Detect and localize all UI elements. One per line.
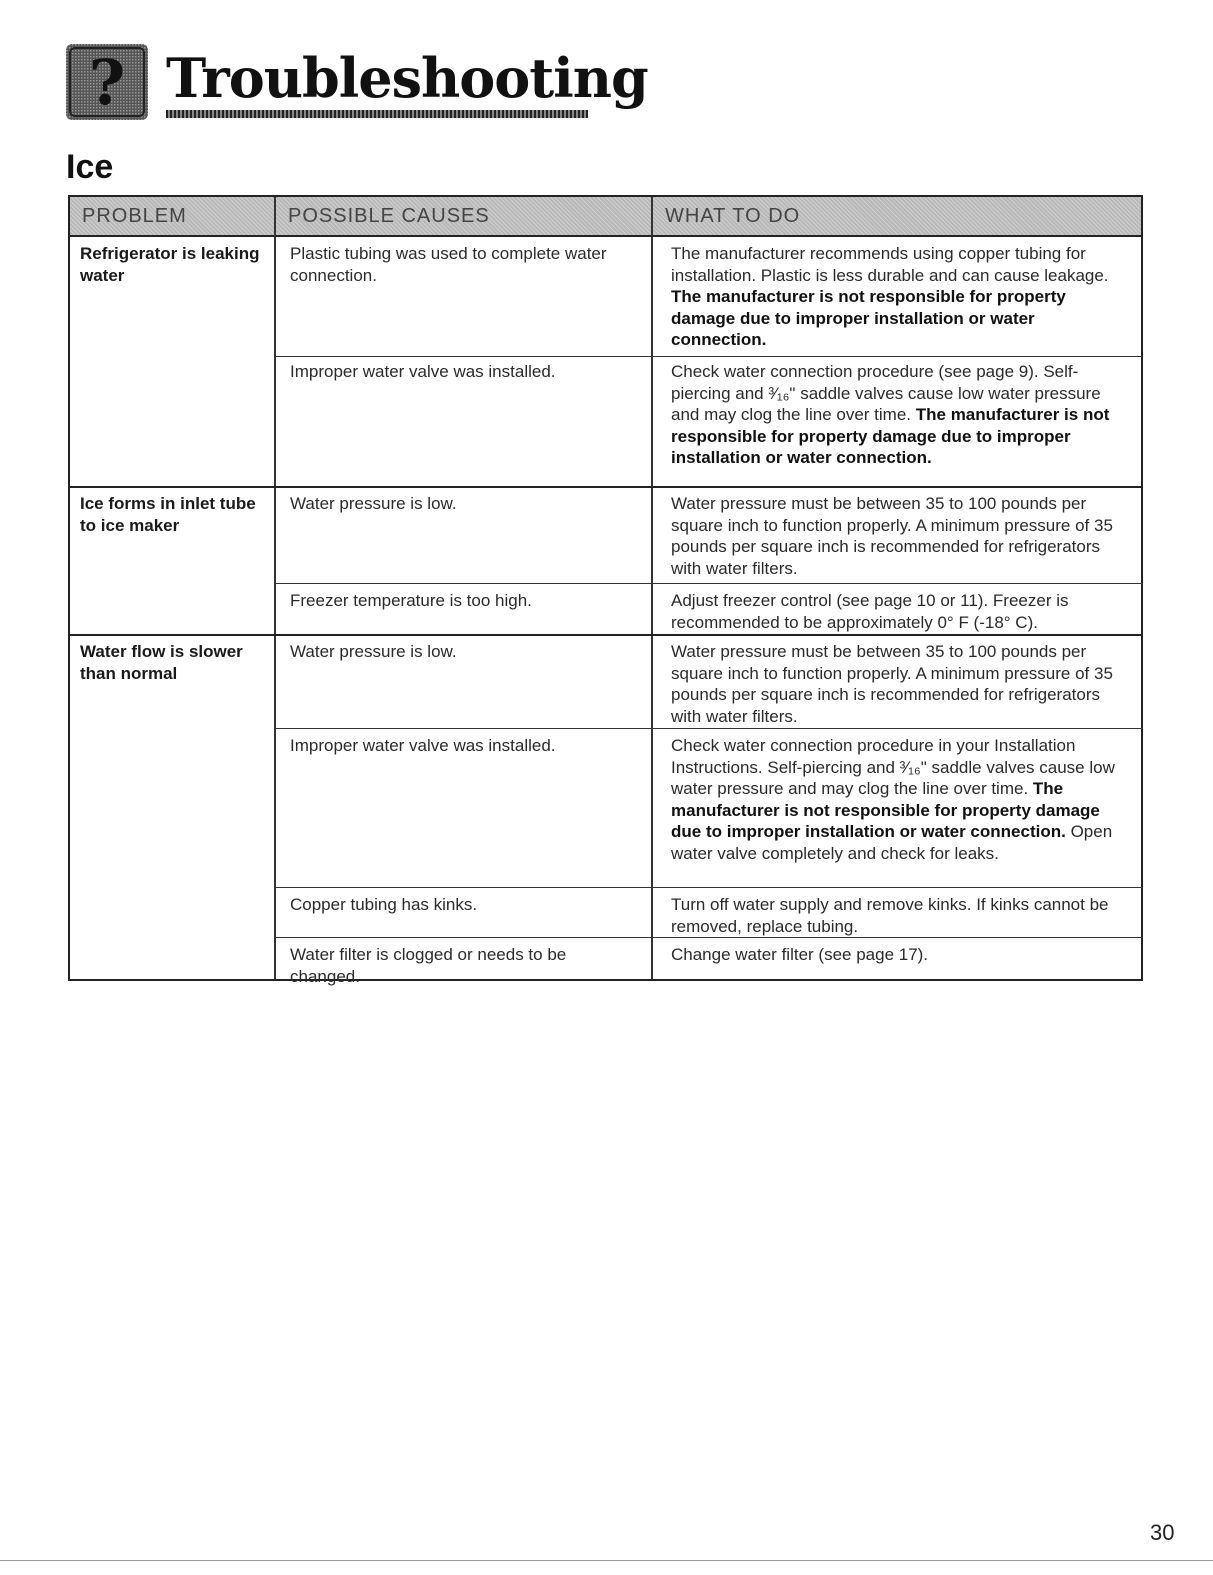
todo-text: The manufacturer recommends using copper tubing for installation. Plastic is less durable and can cause leakage. The manufacturer is not responsible for property damage due to improper installation or water connection. [671,244,1109,349]
cause-text: Plastic tubing was used to complete water connection. [290,244,607,285]
cause-text: Improper water valve was installed. [290,362,556,381]
problem-label: Water flow is slower than normal [80,642,243,683]
cause-text: Copper tubing has kinks. [290,895,478,914]
footer-rule [0,1560,1213,1561]
column-header-todo: WHAT TO DO [665,205,801,227]
cause-text: Freezer temperature is too high. [290,591,532,610]
row-divider [274,356,1143,357]
cause-text: Water pressure is low. [290,642,457,661]
cause-text: Water pressure is low. [290,494,457,513]
column-header-problem: PROBLEM [82,205,187,227]
page-number: 30 [1150,1520,1175,1545]
cause-text: Improper water valve was installed. [290,736,556,755]
todo-text: Check water connection procedure (see page 9). Self-piercing and ³⁄₁₆" saddle valves cause low water pressure and may clog the line over time. The manufacturer is not responsible for property damage due to improper installation or water connection. [671,362,1110,467]
column-header-causes: POSSIBLE CAUSES [288,205,490,227]
todo-text: Adjust freezer control (see page 10 or 11). Freezer is recommended to be approximately 0° F (-18° C). [671,591,1069,632]
todo-text: Water pressure must be between 35 to 100 pounds per square inch to function properly. A minimum pressure of 35 pounds per square inch is recommended for refrigerators with water filters. [671,642,1113,726]
group-divider [70,634,1143,636]
title-underline [166,110,588,118]
todo-text: Change water filter (see page 17). [671,945,929,964]
row-divider [274,887,1143,888]
column-divider [651,197,653,979]
row-divider [274,728,1143,729]
todo-text: Check water connection procedure in your Installation Instructions. Self-piercing and ³⁄₁₆" saddle valves cause low water pressure and may clog the line over time. The manufacturer is not responsible for property damage due to improper installation or water connection. Open water valve completely and check for leaks. [671,736,1115,863]
question-mark-icon [66,44,148,120]
page-title: Troubleshooting [166,46,648,110]
troubleshooting-table [68,195,1143,986]
column-divider [274,197,276,979]
problem-label: Ice forms in inlet tube to ice maker [80,494,256,535]
group-divider [70,486,1143,488]
section-title: Ice [66,148,114,186]
cause-text: Water filter is clogged or needs to be changed. [290,945,567,986]
table-header-row [70,197,1141,237]
page-header [66,44,648,120]
row-divider [274,583,1143,584]
row-divider [274,937,1143,938]
todo-text: Turn off water supply and remove kinks. If kinks cannot be removed, replace tubing. [671,895,1109,936]
problem-label: Refrigerator is leaking water [80,244,260,285]
todo-text: Water pressure must be between 35 to 100 pounds per square inch to function properly. A minimum pressure of 35 pounds per square inch is recommended for refrigerators with water filters. [671,494,1113,578]
svg-text:?: ? [88,46,126,119]
